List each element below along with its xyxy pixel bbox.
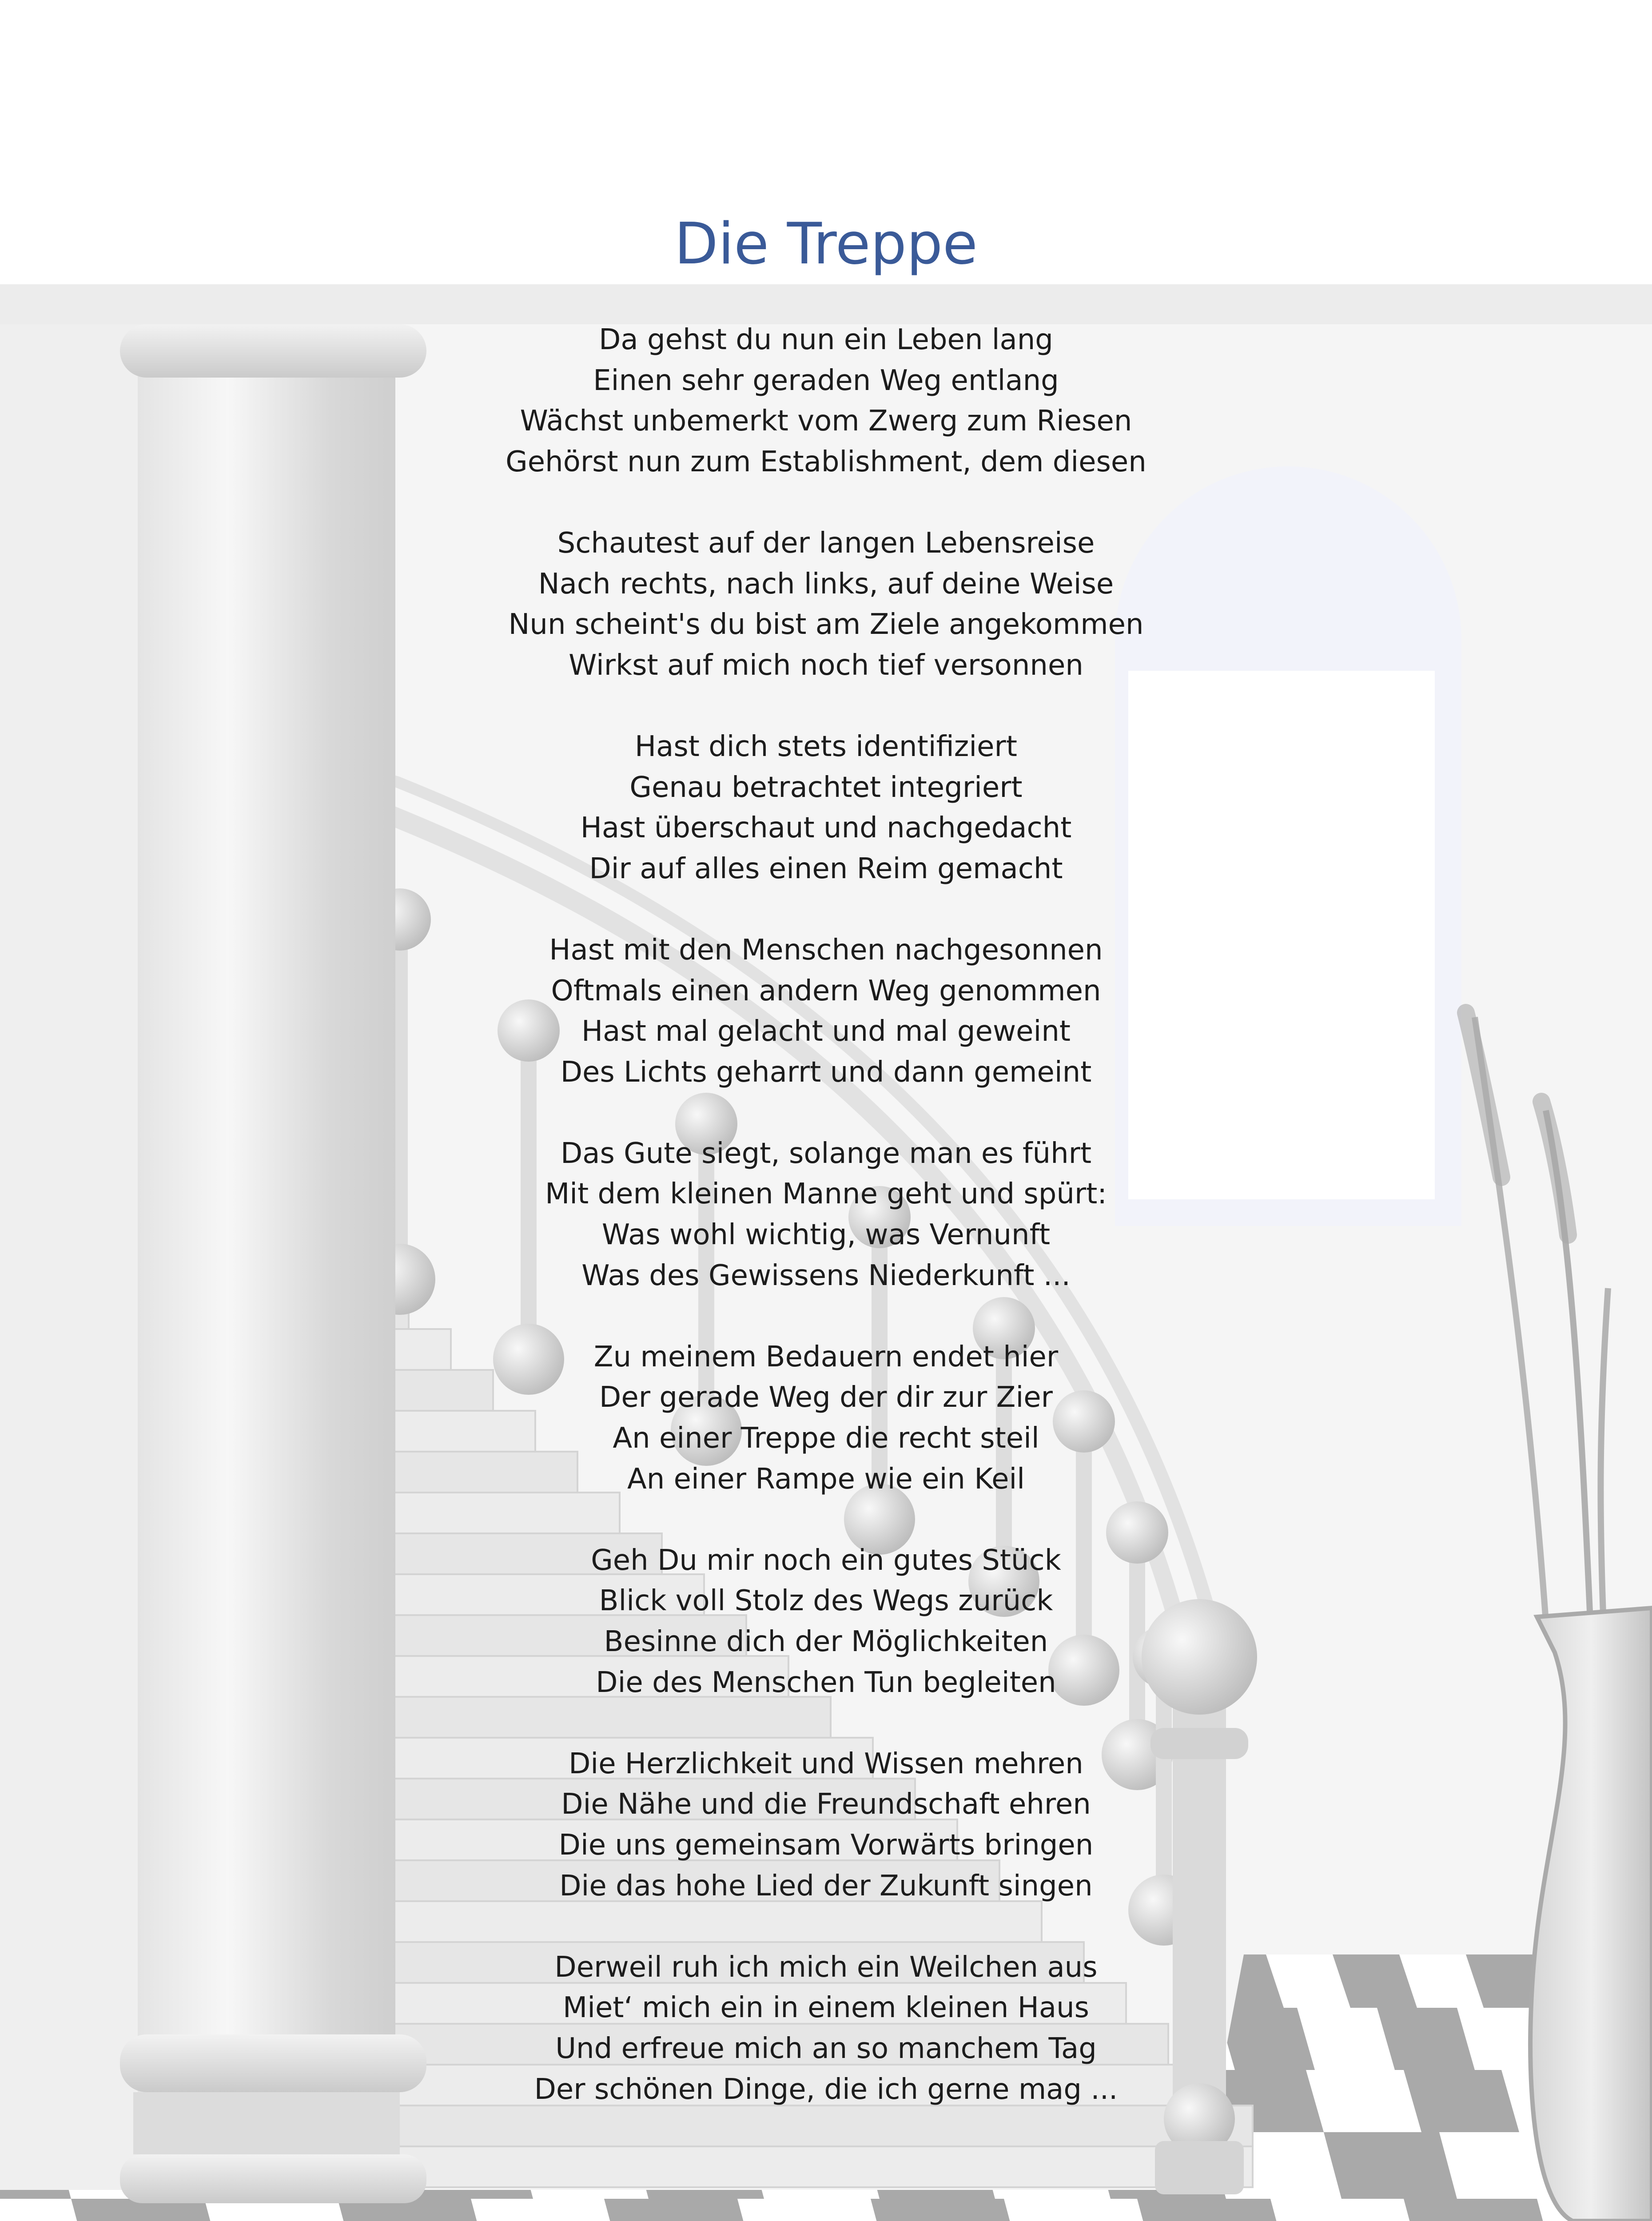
floor-tile — [604, 2199, 755, 2221]
stair-step — [391, 2146, 1253, 2187]
stanza-9 — [0, 1947, 1652, 2110]
poem-line: Die uns gemeinsam Vorwärts bringen — [558, 1828, 1094, 1862]
stanza-8 — [0, 1744, 1652, 1907]
poem-line: Der gerade Weg der dir zur Zier — [599, 1381, 1053, 1414]
poem-body — [0, 320, 1652, 2151]
poem-line: Was wohl wichtig, was Vernunft — [601, 1218, 1051, 1252]
poem-line: Hast überschaut und nachgedacht — [580, 812, 1072, 845]
poem-line: Hast mal gelacht und mal geweint — [581, 1015, 1071, 1048]
poem-line: Des Lichts geharrt und dann gemeint — [560, 1055, 1092, 1089]
poem-line: Hast mit den Menschen nachgesonnen — [549, 933, 1103, 967]
poem-line: An einer Treppe die recht steil — [613, 1422, 1039, 1455]
poem-line: Die Herzlichkeit und Wissen mehren — [569, 1747, 1083, 1780]
poem-line: Die das hohe Lied der Zukunft singen — [559, 1869, 1093, 1903]
poem-line: Mit dem kleinen Manne geht und spürt: — [545, 1178, 1107, 1211]
floor-tile — [1137, 2199, 1288, 2221]
wall-moulding — [0, 284, 1652, 324]
stanza-4 — [0, 930, 1652, 1093]
poem-line: Oftmals einen andern Weg genommen — [551, 974, 1101, 1007]
poem-line: Der schönen Dinge, die ich gerne mag ... — [534, 2073, 1118, 2106]
poem-line: Nun scheint's du bist am Ziele angekommen — [508, 608, 1144, 641]
stanza-6 — [0, 1337, 1652, 1500]
page-title: Die Treppe — [674, 211, 978, 277]
stanza-7 — [0, 1540, 1652, 1703]
stanza-5 — [0, 1134, 1652, 1296]
column-plinth — [120, 2154, 426, 2203]
poem-line: Geh Du mir noch ein gutes Stück — [591, 1544, 1061, 1577]
floor-tile — [1404, 2199, 1555, 2221]
poem-line: Was des Gewissens Niederkunft ... — [581, 1259, 1071, 1292]
poem-line: Zu meinem Bedauern endet hier — [593, 1340, 1059, 1373]
poem-line: Da gehst du nun ein Leben lang — [599, 323, 1053, 356]
stanza-3 — [0, 727, 1652, 889]
poem-line: Und erfreue mich an so manchem Tag — [555, 2032, 1097, 2065]
floor-tile — [871, 2199, 1022, 2221]
poem-line: Dir auf alles einen Reim gemacht — [589, 852, 1063, 885]
poem-line: Wächst unbemerkt vom Zwerg zum Riesen — [520, 405, 1132, 438]
stanza-1 — [0, 320, 1652, 482]
poem-line: Besinne dich der Möglichkeiten — [604, 1625, 1048, 1658]
poem-line: Schautest auf der langen Lebensreise — [557, 526, 1095, 560]
poem-line: An einer Rampe wie ein Keil — [627, 1462, 1025, 1496]
poem-line: Einen sehr geraden Weg entlang — [593, 364, 1059, 397]
poem-line: Genau betrachtet integriert — [629, 771, 1023, 804]
poem-line: Miet‘ mich ein in einem kleinen Haus — [563, 1991, 1089, 2025]
poem-line: Blick voll Stolz des Wegs zurück — [599, 1584, 1053, 1618]
poem-line: Die des Menschen Tun begleiten — [596, 1666, 1056, 1699]
poem-line: Hast dich stets identifiziert — [635, 730, 1017, 763]
poem-line: Gehörst nun zum Establishment, dem diesen — [506, 445, 1146, 478]
poem-line: Das Gute siegt, solange man es führt — [560, 1137, 1092, 1170]
poem-line: Wirkst auf mich noch tief versonnen — [569, 649, 1083, 682]
stanza-2 — [0, 523, 1652, 686]
poem-line: Derweil ruh ich mich ein Weilchen aus — [554, 1950, 1098, 1984]
poem-line: Nach rechts, nach links, auf deine Weise — [538, 567, 1114, 601]
poem-line: Die Nähe und die Freundschaft ehren — [561, 1788, 1091, 1821]
